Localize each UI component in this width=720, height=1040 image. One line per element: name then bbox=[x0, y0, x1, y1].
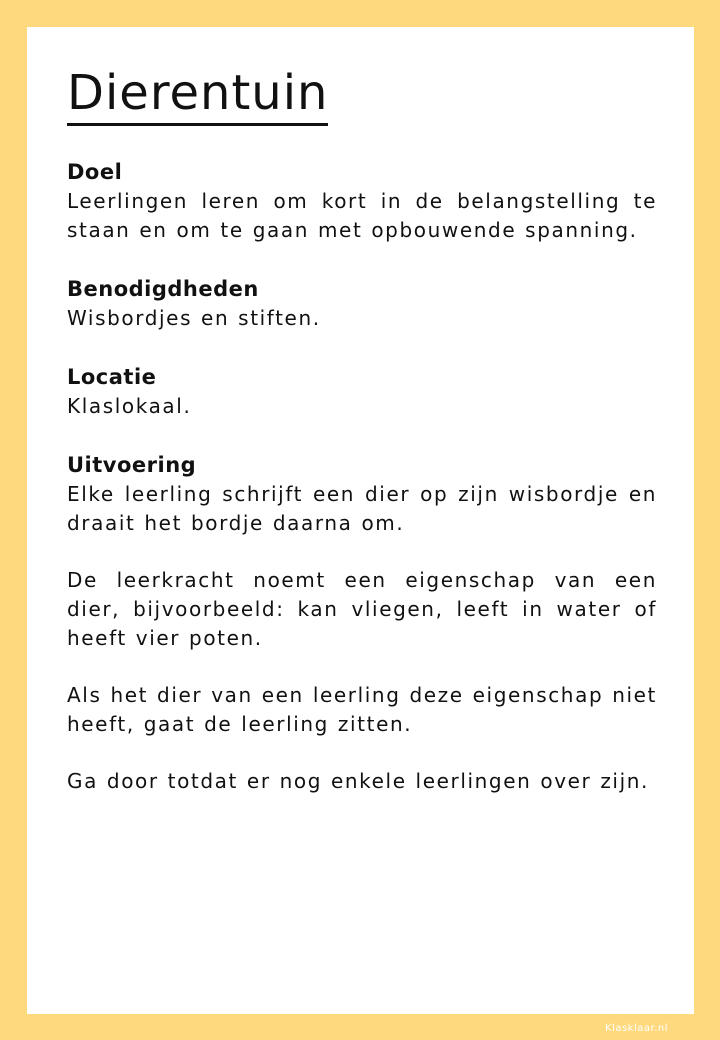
section-text: De leerkracht noemt een eigenschap van een dier, bijvoorbeeld: kan vliegen, leeft in water of heeft vier poten. bbox=[67, 568, 657, 650]
card-content bbox=[67, 63, 657, 796]
footer-brand: Klasklaar.nl bbox=[605, 1023, 668, 1034]
section-text: Elke leerling schrijft een dier op zijn wisbordje en draait het bordje daarna om. bbox=[67, 482, 657, 535]
section-text: Als het dier van een leerling deze eigenschap niet heeft, gaat de leerling zitten. bbox=[67, 683, 657, 736]
section-uitvoering bbox=[67, 451, 657, 796]
section-doel bbox=[67, 158, 657, 245]
section-heading: Locatie bbox=[67, 365, 157, 389]
section-locatie bbox=[67, 363, 657, 421]
section-text: Leerlingen leren om kort in de belangstelling te staan en om te gaan met opbouwende spanning. bbox=[67, 189, 657, 242]
activity-card bbox=[27, 27, 694, 1014]
section-heading: Benodigdheden bbox=[67, 277, 259, 301]
section-text: Wisbordjes en stiften. bbox=[67, 306, 321, 330]
section-text: Klaslokaal. bbox=[67, 394, 192, 418]
section-heading: Doel bbox=[67, 160, 123, 184]
section-heading: Uitvoering bbox=[67, 453, 197, 477]
page-title: Dierentuin bbox=[67, 63, 328, 126]
section-text: Ga door totdat er nog enkele leerlingen over zijn. bbox=[67, 769, 649, 793]
section-benodigdheden bbox=[67, 275, 657, 333]
